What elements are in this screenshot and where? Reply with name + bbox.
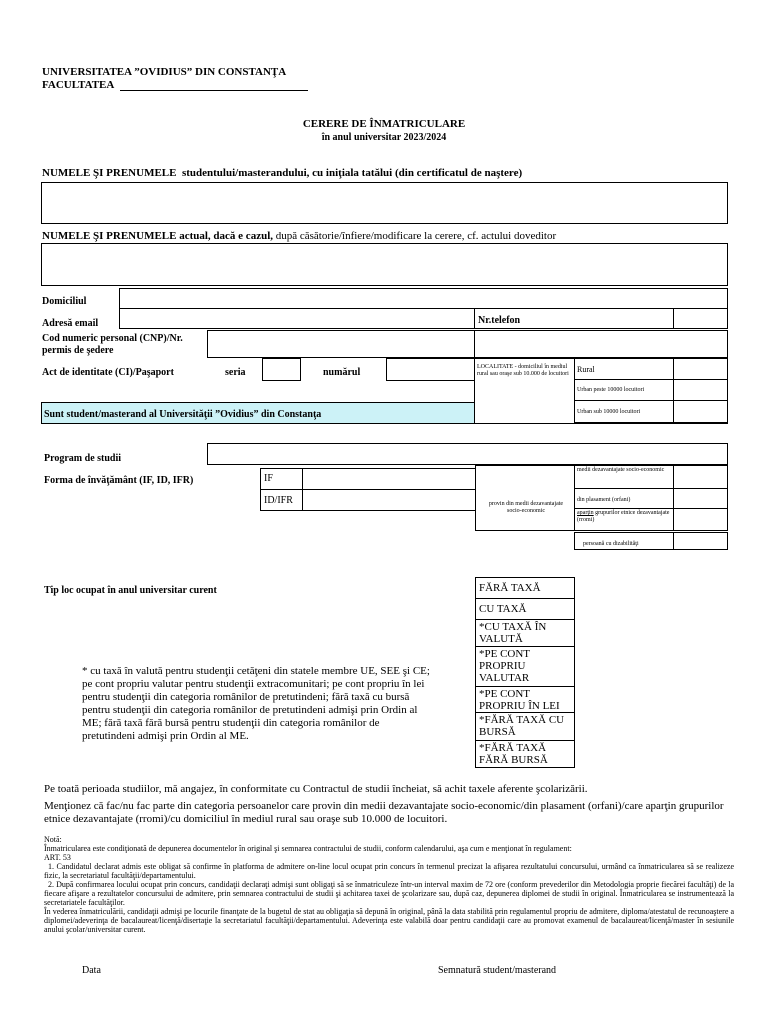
if-option-cell xyxy=(260,468,303,490)
disadvantaged-desc-cell xyxy=(475,465,575,531)
study-program-field[interactable] xyxy=(207,443,728,465)
study-program-label: Program de studii xyxy=(44,453,122,464)
page-title: CERERE DE ÎNMATRICULARE xyxy=(302,118,466,130)
roma-checkbox[interactable] xyxy=(673,508,728,531)
place-option[interactable]: FĂRĂ TAXĂ xyxy=(475,577,575,599)
note-block xyxy=(44,835,734,934)
domicile-field[interactable] xyxy=(119,288,728,309)
note-paragraph: În vederea înmatriculării, candidaţii admişi pe locurile finanţate de la bugetul de stat au obligaţia să depună în original, până la data stabilită prin regulamentul propriu de admitere, diploma/atestatul de recunoaştere a diplomei/adeverinţa de bacalaureat/licenţă/disertaţie la secretariatul facultăţii/departamentului. Adeverinţa este valabilă doar pentru candidaţii care au promovat examenul de bacalaureat/licenţă/master în sesiunile anului şcolar/universitar curent. xyxy=(44,907,734,934)
phone-label: Nr.telefon xyxy=(478,315,521,326)
current-name-label-bold: NUMELE ŞI PRENUMELE actual, dacă e cazul, xyxy=(42,230,273,242)
email-field[interactable] xyxy=(119,308,475,329)
place-option[interactable]: *PE CONT PROPRIU VALUTAR xyxy=(475,646,575,687)
note-paragraph: 1. Candidatul declarat admis este obligat să confirme în platforma de admitere on-line locul ocupat prin concurs în termenul precizat la afişarea rezultatului concursului, urmând ca înmatricularea să se realizeze fizic, la secretariatul facultăţii/departamentului. xyxy=(44,862,734,880)
note-art: ART. 53 xyxy=(44,853,71,862)
roma-cell xyxy=(574,508,674,531)
name-label-bold: NUMELE ŞI PRENUMELE xyxy=(42,167,177,179)
if-option-field[interactable] xyxy=(302,468,476,490)
locality-desc-cell xyxy=(474,358,575,424)
note-title: Notă: xyxy=(44,835,62,844)
id-doc-label: Act de identitate (CI)/Paşaport xyxy=(42,367,174,378)
cnp-label xyxy=(42,333,183,357)
place-option[interactable]: *FĂRĂ TAXĂ CU BURSĂ xyxy=(475,712,575,741)
disadvantaged-desc: provin din medii dezavantajate socio-economic xyxy=(488,501,564,514)
place-type-label: Tip loc ocupat în anul universitar curent xyxy=(44,585,217,596)
phone-label-cell xyxy=(474,308,674,329)
series-field[interactable] xyxy=(262,358,301,381)
placement-checkbox[interactable] xyxy=(673,488,728,509)
place-option[interactable]: *FĂRĂ TAXĂ FĂRĂ BURSĂ xyxy=(475,740,575,768)
page-subtitle: în anul universitar 2023/2024 xyxy=(321,132,447,143)
note-paragraph: 2. După confirmarea locului ocupat prin concurs, candidaţii declaraţi admişi sunt obligaţi să se înmatriculeze într-un interval maxim de 72 ore (conform prevederilor din Metodologia proprie fiecărei facultăţi) de la fiecare afişare a rezultatelor concursului de admitere, prin semnarea contractului de studii şi achitarea taxei de şcolarizare sau, după caz, depunerea diplomei de studii în original. Înmatricularea se instrumentează la secretariatele facultăţilor. xyxy=(44,880,734,907)
name-label xyxy=(42,167,522,179)
place-option[interactable]: *CU TAXĂ ÎN VALUTĂ xyxy=(475,619,575,647)
rural-label: Rural xyxy=(577,365,595,374)
urban-under-cell xyxy=(574,400,674,424)
place-option[interactable]: CU TAXĂ xyxy=(475,598,575,620)
number-label: numărul xyxy=(323,367,361,378)
urban-over-cell xyxy=(574,379,674,401)
disability-label: persoană cu dizabilităţi xyxy=(583,541,639,547)
if-option-label: IF xyxy=(264,473,273,484)
student-at-row xyxy=(41,402,475,424)
domicile-label: Domiciliul xyxy=(42,296,87,307)
declaration-fees: Pe toată perioada studiilor, mă angajez, în conformitate cu Contractul de studii încheiat, să achit taxele aferente şcolarizării. xyxy=(44,783,588,795)
series-label: seria xyxy=(225,367,246,378)
cnp-field-extra[interactable] xyxy=(474,330,728,358)
cnp-field[interactable] xyxy=(207,330,475,358)
locality-desc: LOCALITATE - domiciliul în mediul rural sau oraşe sub 10.000 de locuitori xyxy=(477,364,569,377)
urban-over-checkbox[interactable] xyxy=(673,379,728,401)
id-ifr-option-label: ID/IFR xyxy=(264,495,293,506)
phone-field[interactable] xyxy=(673,308,728,329)
socio-cell xyxy=(574,465,674,489)
disability-checkbox[interactable] xyxy=(673,532,728,550)
date-label: Data xyxy=(82,965,101,976)
rural-checkbox[interactable] xyxy=(673,358,728,380)
email-label: Adresă email xyxy=(42,318,99,329)
student-at-label: Sunt student/masterand al Universităţii ”Ovidius” din Constanţa xyxy=(44,409,322,420)
socio-checkbox[interactable] xyxy=(673,465,728,489)
faculty-field[interactable] xyxy=(120,90,308,91)
urban-under-checkbox[interactable] xyxy=(673,400,728,424)
university-name: UNIVERSITATEA ”OVIDIUS” DIN CONSTANŢA xyxy=(42,66,287,78)
rural-cell xyxy=(574,358,674,380)
placement-cell xyxy=(574,488,674,509)
name-field[interactable] xyxy=(41,182,728,224)
current-name-field[interactable] xyxy=(41,243,728,286)
roma-label-prefix: aparţin xyxy=(577,510,594,516)
note-intro: Înmatricularea este condiţionată de depunerea documentelor în original şi semnarea contractului de studii, conform calendarului, aşa cum e menţionat în regulament: xyxy=(44,844,572,853)
socio-label: medii dezavantajate socio-economic xyxy=(577,467,665,473)
disability-cell xyxy=(574,532,674,550)
name-label-rest: studentului/masterandului, cu iniţiala tatălui (din certificatul de naştere) xyxy=(181,167,523,179)
cnp-label-line1: Cod numeric personal (CNP)/Nr. xyxy=(42,333,183,344)
roma-label-rest: grupurilor etnice dezavantajate (rromi) xyxy=(577,510,670,523)
declaration-category: Menţionez că fac/nu fac parte din categoria persoanelor care provin din medii dezavantajate socio-economic/din plasament (orfani)/care aparţin grupurilor etnice dezavantajate (rromi)/cu domiciliul în mediul rural sau oraşe sub 10.000 de locuitori. xyxy=(44,800,724,825)
placement-label: din plasament (orfani) xyxy=(577,497,631,503)
signature-label: Semnatură student/masterand xyxy=(438,965,557,976)
place-type-footnote: * cu taxă în valută pentru studenţii cetăţeni din statele membre UE, SEE şi CE; pe cont propriu valutar pentru studenţii extracomunitari; pe cont propriu în lei pentru studenţii din categoria românilor de pretutindeni; fără taxă cu bursă pentru studenţii din categoria românilor de pretutindeni admişi prin Ordin al ME; fără taxă fără bursă pentru studenţii din categoria românilor de pretutindeni admişi prin Ordin al ME. xyxy=(82,665,430,742)
urban-under-label: Urban sub 10000 locuitori xyxy=(577,409,641,415)
number-field[interactable] xyxy=(386,358,475,381)
faculty-label: FACULTATEA xyxy=(42,79,115,91)
cnp-label-line2: permis de şedere xyxy=(42,345,114,356)
current-name-label-rest: după căsătorie/înfiere/modificare la cerere, cf. actului doveditor xyxy=(275,230,557,242)
id-ifr-option-field[interactable] xyxy=(302,489,476,511)
roma-label xyxy=(577,510,673,524)
current-name-label xyxy=(42,230,556,242)
education-form-label: Forma de învăţământ (IF, ID, IFR) xyxy=(44,475,194,486)
urban-over-label: Urban peste 10000 locuitori xyxy=(577,387,645,393)
id-ifr-option-cell xyxy=(260,489,303,511)
place-option[interactable]: *PE CONT PROPRIU ÎN LEI xyxy=(475,686,575,713)
